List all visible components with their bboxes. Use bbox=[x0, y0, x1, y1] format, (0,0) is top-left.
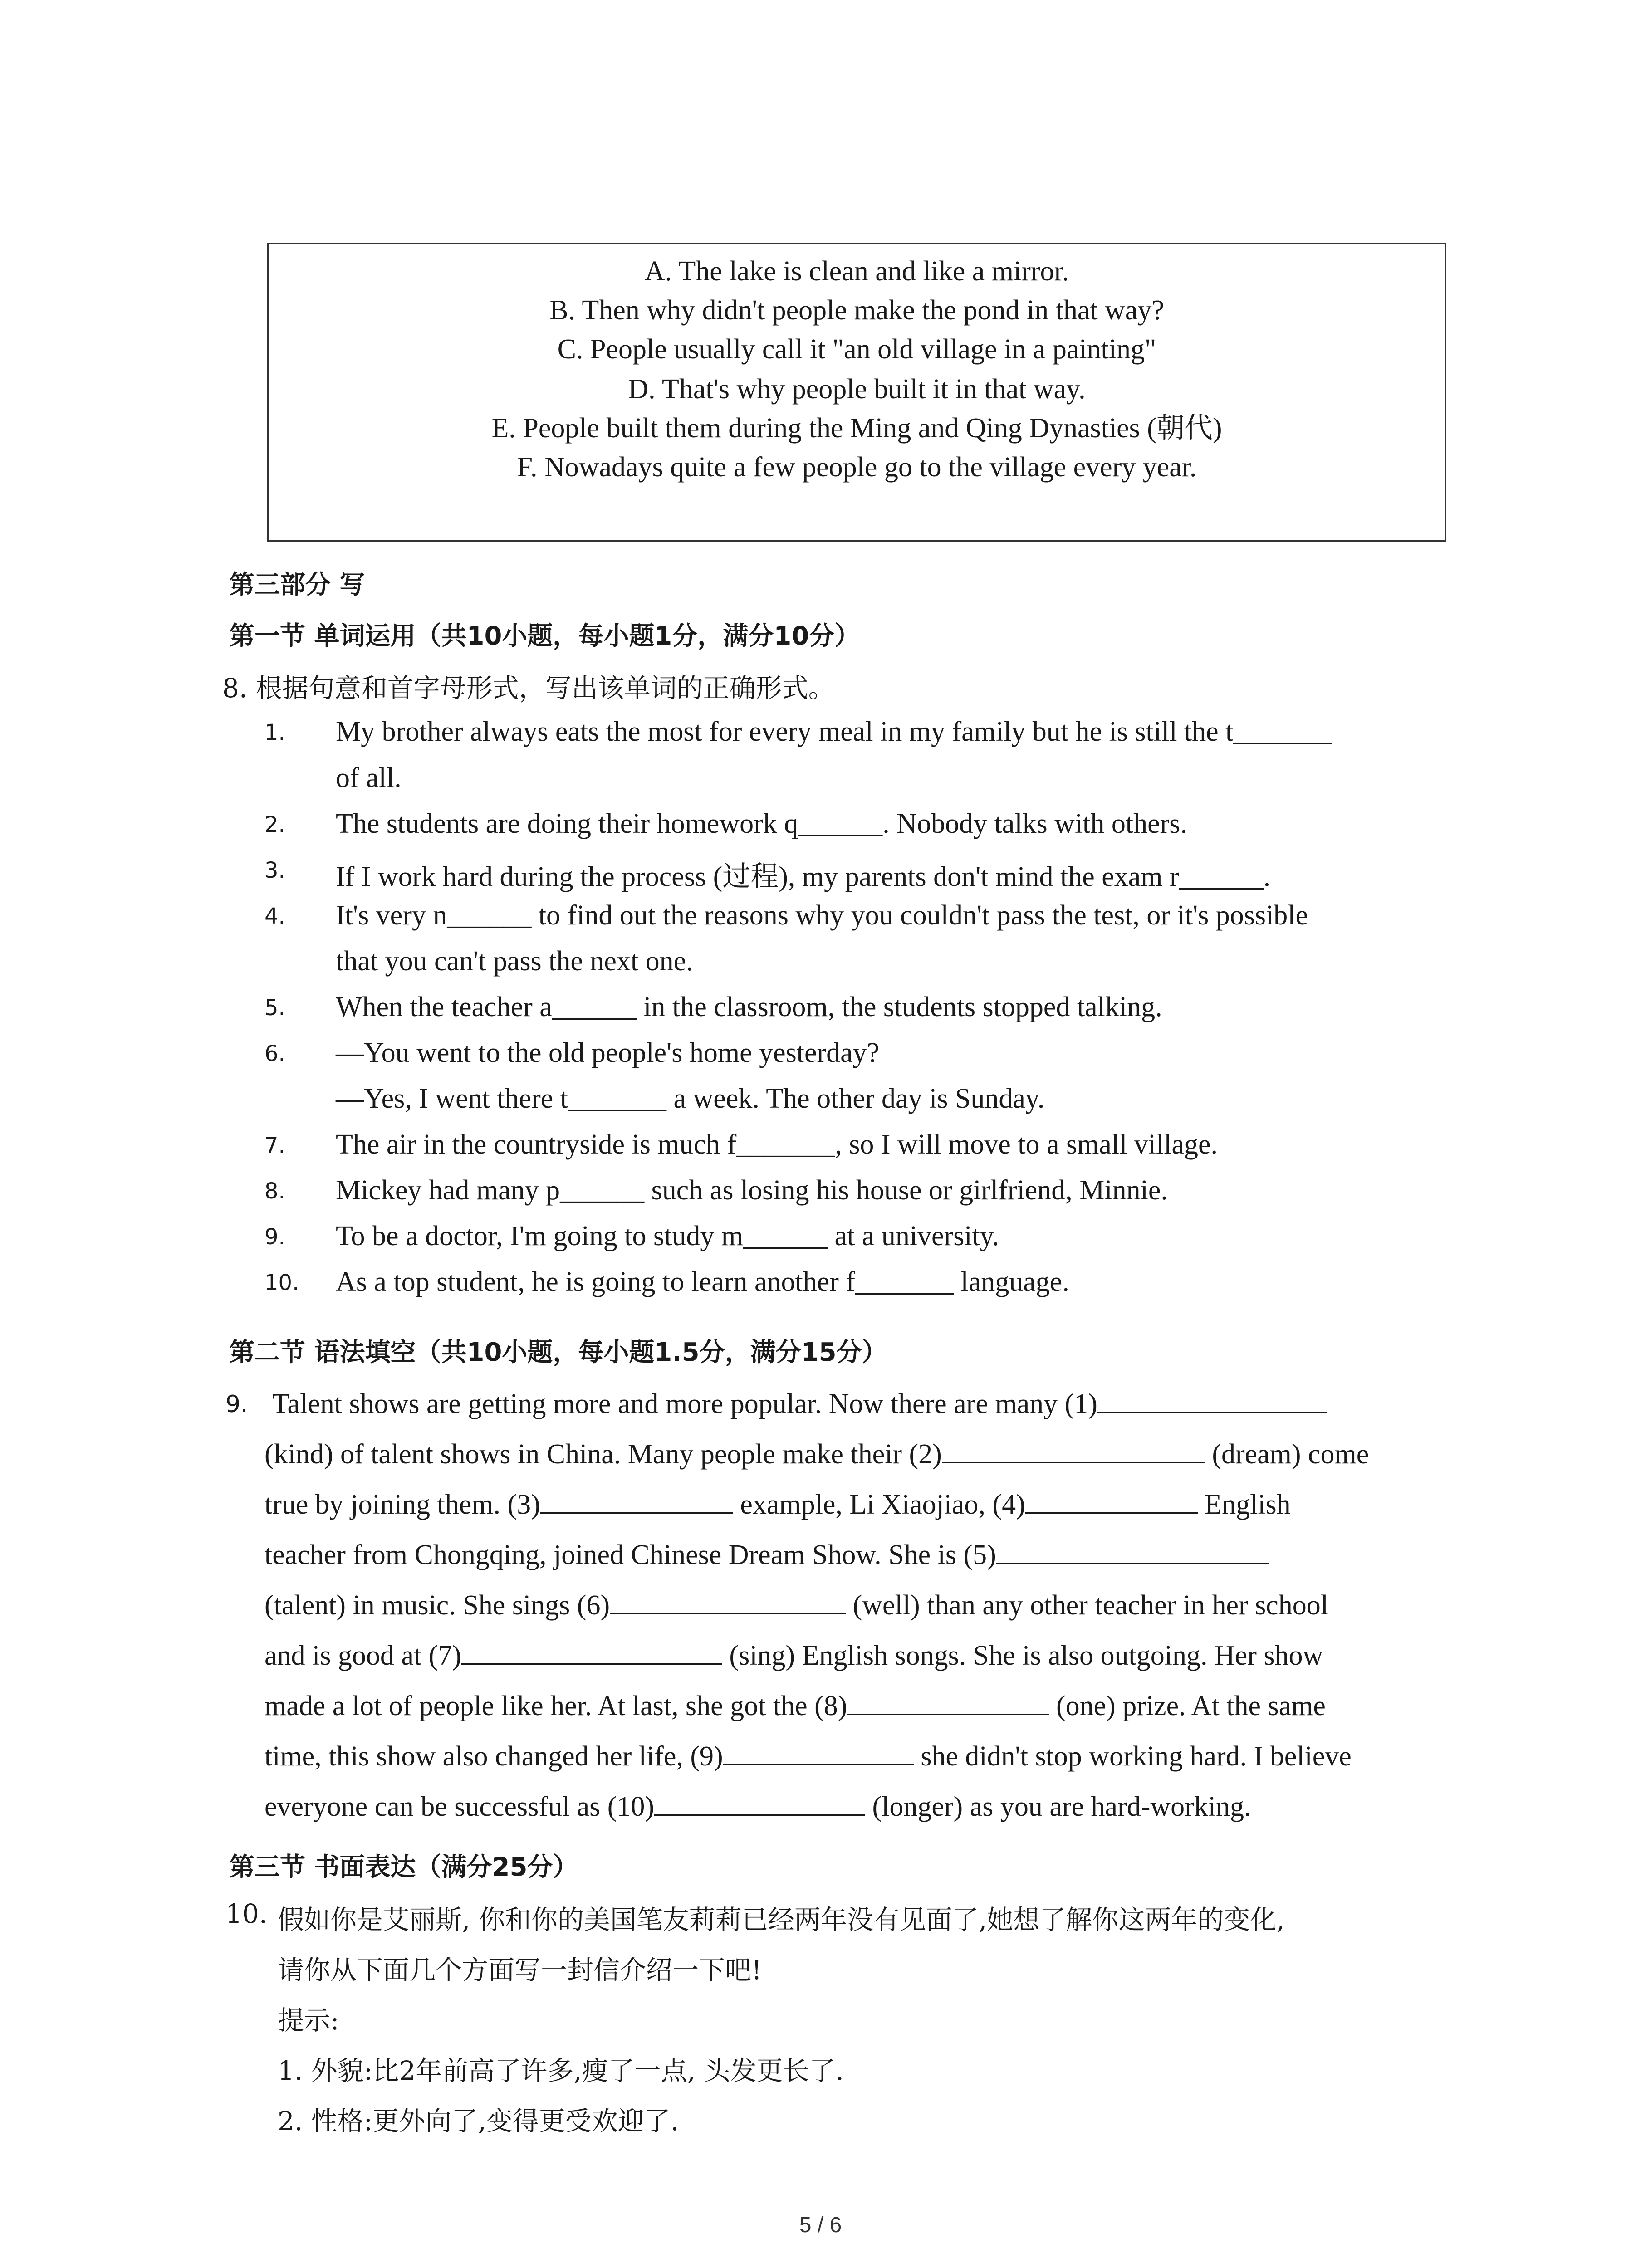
task-line: 假如你是艾丽斯, 你和你的美国笔友莉莉已经两年没有见面了,她想了解你这两年的变化, bbox=[278, 1904, 1285, 1935]
item-number: 10. bbox=[265, 1270, 299, 1295]
option-e: E. People built them during the Ming and Qing Dynasties (朝代) bbox=[491, 413, 1222, 444]
option-f: F. Nowadays quite a few people go to the village every year. bbox=[517, 452, 1197, 483]
section1-title: 第一节 单词运用（共10小题，每小题1分，满分10分） bbox=[229, 621, 860, 651]
option-d: D. That's why people built it in that way. bbox=[628, 374, 1086, 405]
passage-line: and is good at (7) (sing) English songs. She is also outgoing. Her show bbox=[265, 1640, 1323, 1671]
option-a: A. The lake is clean and like a mirror. bbox=[644, 256, 1069, 287]
passage-line: teacher from Chongqing, joined Chinese Dream Show. She is (5) bbox=[265, 1539, 1269, 1571]
task-line: 请你从下面几个方面写一封信介绍一下吧! bbox=[278, 1955, 762, 1985]
passage-line: Talent shows are getting more and more popular. Now there are many (1) bbox=[272, 1388, 1327, 1420]
part3-title: 第三部分 写 bbox=[229, 570, 365, 600]
item-text: It's very n______ to find out the reasons why you couldn't pass the test, or it's possible bbox=[336, 900, 1308, 931]
passage-line: everyone can be successful as (10) (longer) as you are hard-working. bbox=[265, 1791, 1251, 1822]
item-number: 1. bbox=[265, 720, 285, 745]
section2-title: 第二节 语法填空（共10小题，每小题1.5分，满分15分） bbox=[229, 1338, 887, 1367]
item-text: that you can't pass the next one. bbox=[336, 946, 693, 977]
item-number: 9. bbox=[265, 1224, 285, 1250]
item-number: 3. bbox=[265, 858, 285, 883]
passage-line: (kind) of talent shows in China. Many people make their (2) (dream) come bbox=[265, 1439, 1369, 1470]
item-text: of all. bbox=[336, 763, 402, 793]
item-text: The students are doing their homework q______. Nobody talks with others. bbox=[336, 808, 1187, 839]
item-number: 8. bbox=[265, 1178, 285, 1204]
option-c: C. People usually call it "an old village in a painting" bbox=[557, 334, 1156, 365]
item-number: 4. bbox=[265, 904, 285, 929]
option-b: B. Then why didn't people make the pond in that way? bbox=[549, 295, 1164, 326]
task-line: 提示: bbox=[278, 2005, 339, 2036]
question-number: 9. bbox=[225, 1391, 248, 1418]
options-box bbox=[267, 243, 1446, 542]
page-number: 5 / 6 bbox=[799, 2213, 842, 2237]
item-number: 2. bbox=[265, 812, 285, 837]
section3-title: 第三节 书面表达（满分25分） bbox=[229, 1853, 578, 1882]
item-text: If I work hard during the process (过程), my parents don't mind the exam r______. bbox=[336, 861, 1271, 892]
item-text: The air in the countryside is much f_______, so I will move to a small village. bbox=[336, 1129, 1218, 1160]
passage-line: true by joining them. (3) example, Li Xiaojiao, (4) English bbox=[265, 1489, 1291, 1520]
passage-line: time, this show also changed her life, (9) she didn't stop working hard. I believe bbox=[265, 1741, 1352, 1772]
item-text: My brother always eats the most for every meal in my family but he is still the t_______ bbox=[336, 716, 1332, 747]
passage-line: (talent) in music. She sings (6) (well) than any other teacher in her school bbox=[265, 1590, 1329, 1621]
item-text: —Yes, I went there t_______ a week. The other day is Sunday. bbox=[336, 1083, 1045, 1114]
item-number: 7. bbox=[265, 1133, 285, 1158]
section1-instruction: 8. 根据句意和首字母形式，写出该单词的正确形式。 bbox=[222, 673, 835, 704]
passage-line: made a lot of people like her. At last, she got the (8) (one) prize. At the same bbox=[265, 1691, 1326, 1721]
item-text: To be a doctor, I'm going to study m______ at a university. bbox=[336, 1221, 999, 1251]
item-text: —You went to the old people's home yesterday? bbox=[336, 1037, 880, 1068]
task-line: 1. 外貌:比2年前高了许多,瘦了一点, 头发更长了. bbox=[278, 2055, 844, 2086]
question-number: 10. bbox=[225, 1898, 268, 1929]
item-text: When the teacher a______ in the classroom, the students stopped talking. bbox=[336, 992, 1162, 1022]
task-line: 2. 性格:更外向了,变得更受欢迎了. bbox=[278, 2106, 679, 2136]
item-text: As a top student, he is going to learn another f_______ language. bbox=[336, 1266, 1069, 1297]
item-number: 5. bbox=[265, 995, 285, 1021]
item-text: Mickey had many p______ such as losing his house or girlfriend, Minnie. bbox=[336, 1175, 1168, 1206]
item-number: 6. bbox=[265, 1041, 285, 1066]
